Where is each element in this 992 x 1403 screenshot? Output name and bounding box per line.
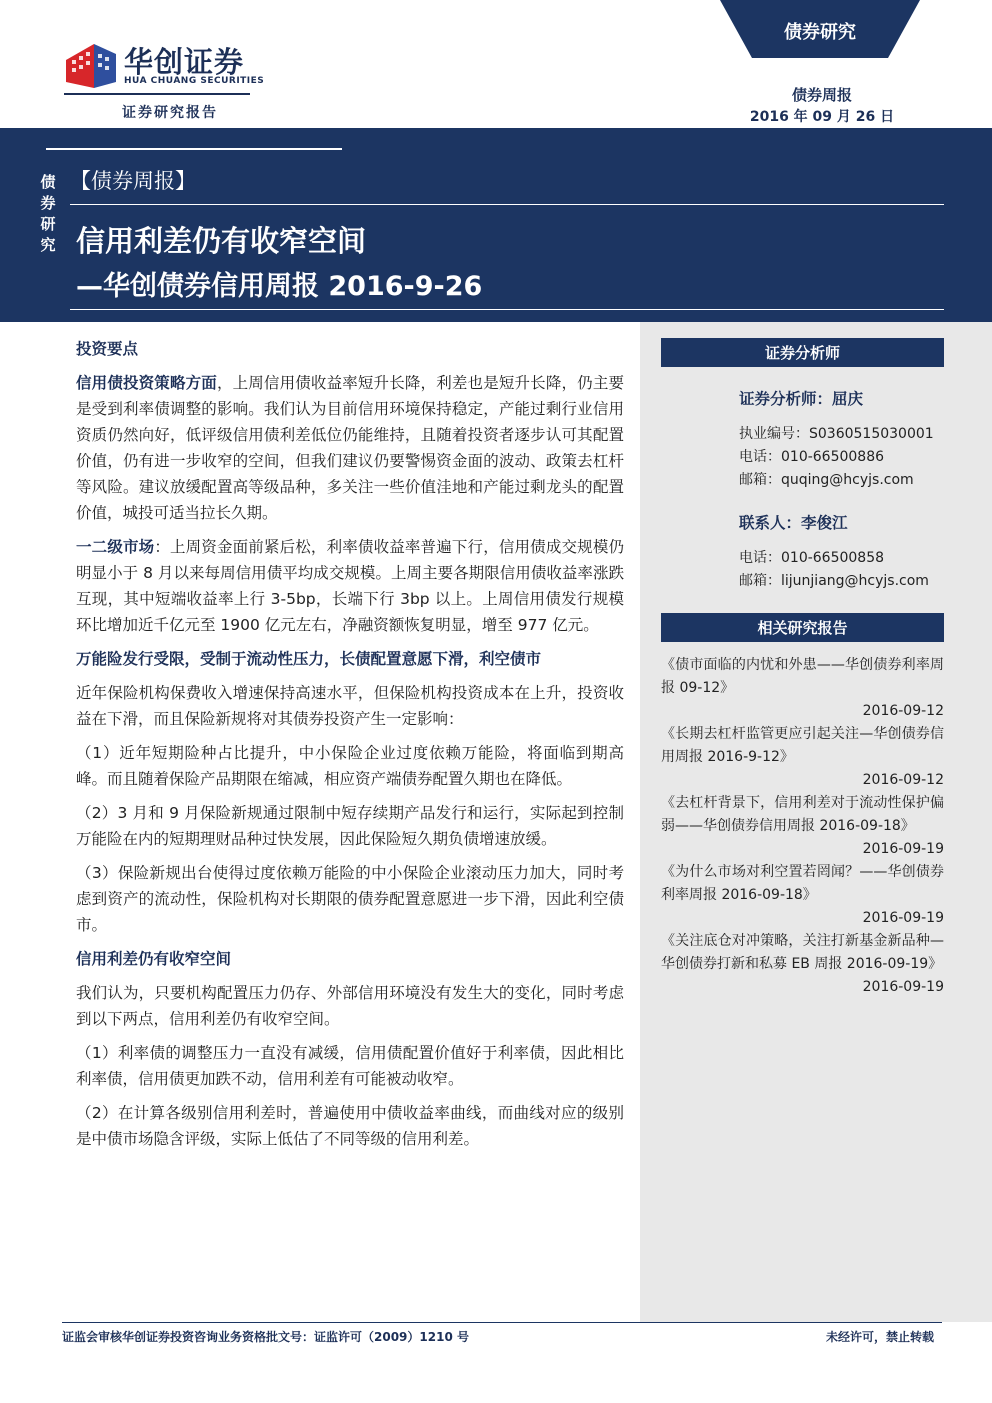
paragraph-lead: 信用债投资策略方面: [76, 374, 217, 392]
paragraph-body: ：上周资金面前紧后松，利率债收益率普遍下行，信用债成交规模仍明显小于 8 月以来每周信用债平均成交规模。上周主要各期限信用债收益率涨跌互现，其中短端收益率上行 3-5bp，长端下行 3bp 以上。上周信用债发行规模环比增加近千亿元至 1900 亿元左右，净融资额恢复明显，增至 977 亿元。: [76, 538, 624, 634]
related-reports-header: 相关研究报告: [661, 614, 944, 642]
paragraph-lead: 一二级市场: [76, 538, 155, 556]
paragraph: （2）在计算各级别信用利差时，普遍使用中债收益率曲线，而曲线对应的级别是中债市场隐含评级，实际上低估了不同等级的信用利差。: [76, 1104, 624, 1148]
logo-text-en: HUA CHUANG SECURITIES: [124, 76, 265, 86]
analyst-phone: 电话：010-66500886: [739, 449, 885, 465]
paragraph: [76, 534, 624, 638]
logo-divider: [64, 93, 250, 95]
section-heading: 投资要点: [76, 340, 139, 358]
related-report-title: 《为什么市场对利空置若罔闻？——华创债券利率周报 2016-09-18》: [661, 864, 944, 903]
list-item[interactable]: [661, 792, 944, 861]
contact-email[interactable]: 邮箱：lijunjiang@hcyjs.com: [739, 573, 929, 589]
paragraph-body: ，上周信用债收益率短升长降，利差也是短升长降，仍主要是受到利率债调整的影响。我们认为目前信用环境保持稳定，产能过剩行业信用资质仍然向好，低评级信用债利差低位仍能维持，且随着投资者逐步认可其配置价值，仍有进一步收窄的空间，但我们建议仍要警惕资金面的波动、政策去杠杆等风险。建议放缓配置高等级品种，多关注一些价值洼地和产能过剩龙头的配置价值，城投可适当拉长久期。: [76, 374, 624, 522]
footer-license: 证监会审核华创证券投资咨询业务资格批文号：证监许可（2009）1210 号: [62, 1330, 469, 1344]
analyst-email[interactable]: 邮箱：quqing@hcyjs.com: [739, 472, 914, 488]
related-report-title: 《长期去杠杆监管更应引起关注—华创债券信用周报 2016-9-12》: [661, 726, 944, 765]
related-report-date: 2016-09-12: [862, 772, 944, 788]
logo-subtitle: 证券研究报告: [122, 105, 218, 121]
report-type: 债券周报: [791, 86, 852, 104]
banner-divider: [46, 148, 342, 150]
related-report-title: 《债市面临的内忧和外患——华创债券利率周报 09-12》: [661, 657, 944, 696]
related-report-date: 2016-09-19: [862, 841, 944, 857]
section-heading: 信用利差仍有收窄空间: [76, 950, 232, 968]
related-report-title: 《去杠杆背景下，信用利差对于流动性保护偏弱——华创债券信用周报 2016-09-18》: [661, 795, 944, 834]
footer-copyright: 未经许可，禁止转载: [826, 1330, 935, 1344]
banner-tag: 【债券周报】: [70, 169, 196, 193]
category-tab-label: 债券研究: [784, 22, 856, 43]
paragraph: （2）3 月和 9 月保险新规通过限制中短存续期产品发行和运行，实际起到控制万能险在内的短期理财品种过快发展，因此保险短久期负债增速放缓。: [76, 804, 624, 848]
section-heading: 万能险发行受限，受制于流动性压力，长债配置意愿下滑，利空债市: [76, 650, 542, 668]
analyst-name: 证券分析师：屈庆: [739, 390, 864, 408]
contact-phone: 电话：010-66500858: [739, 550, 885, 566]
banner-divider: [70, 204, 944, 205]
vertical-category-label: 债券研究: [40, 173, 56, 254]
report-title: 信用利差仍有收窄空间: [76, 224, 367, 258]
list-item[interactable]: [661, 654, 944, 723]
related-reports-list: [661, 654, 944, 999]
list-item[interactable]: [661, 861, 944, 930]
paragraph: [76, 370, 624, 526]
contact-name: 联系人：李俊江: [739, 514, 848, 532]
paragraph: 我们认为，只要机构配置压力仍存、外部信用环境没有发生大的变化，同时考虑到以下两点，信用利差仍有收窄空间。: [76, 984, 624, 1028]
paragraph: （3）保险新规出台使得过度依赖万能险的中小保险企业滚动压力加大，同时考虑到资产的流动性，保险机构对长期限的债券配置意愿进一步下滑，因此利空债市。: [76, 864, 624, 934]
related-report-date: 2016-09-19: [862, 979, 944, 995]
paragraph: （1）利率债的调整压力一直没有减缓，信用债配置价值好于利率债，因此相比利率债，信用债更加跌不动，信用利差有可能被动收窄。: [76, 1044, 624, 1088]
logo-text-cn: 华创证券: [124, 45, 245, 79]
company-logo-icon: [64, 38, 118, 90]
paragraph: 近年保险机构保费收入增速保持高速水平，但保险机构投资成本在上升，投资收益在下滑，而且保险新规将对其债券投资产生一定影响：: [76, 684, 624, 728]
analyst-cert-number: 执业编号：S0360515030001: [739, 426, 934, 442]
related-report-title: 《关注底仓对冲策略，关注打新基金新品种— 华创债券打新和私募 EB 周报 2016-09-19》: [661, 933, 944, 972]
analyst-section-header: 证券分析师: [661, 339, 944, 367]
related-report-date: 2016-09-19: [862, 910, 944, 926]
list-item[interactable]: [661, 930, 944, 999]
banner-divider: [70, 309, 944, 310]
main-content: [76, 336, 624, 1160]
footer-divider: [62, 1322, 942, 1323]
report-date: 2016 年 09 月 26 日: [749, 109, 895, 125]
paragraph: （1）近年短期险种占比提升，中小保险企业过度依赖万能险，将面临到期高峰。而且随着保险产品期限在缩减，相应资产端债券配置久期也在降低。: [76, 744, 624, 788]
related-report-date: 2016-09-12: [862, 703, 944, 719]
report-subtitle: —华创债券信用周报 2016-9-26: [76, 271, 483, 302]
list-item[interactable]: [661, 723, 944, 792]
